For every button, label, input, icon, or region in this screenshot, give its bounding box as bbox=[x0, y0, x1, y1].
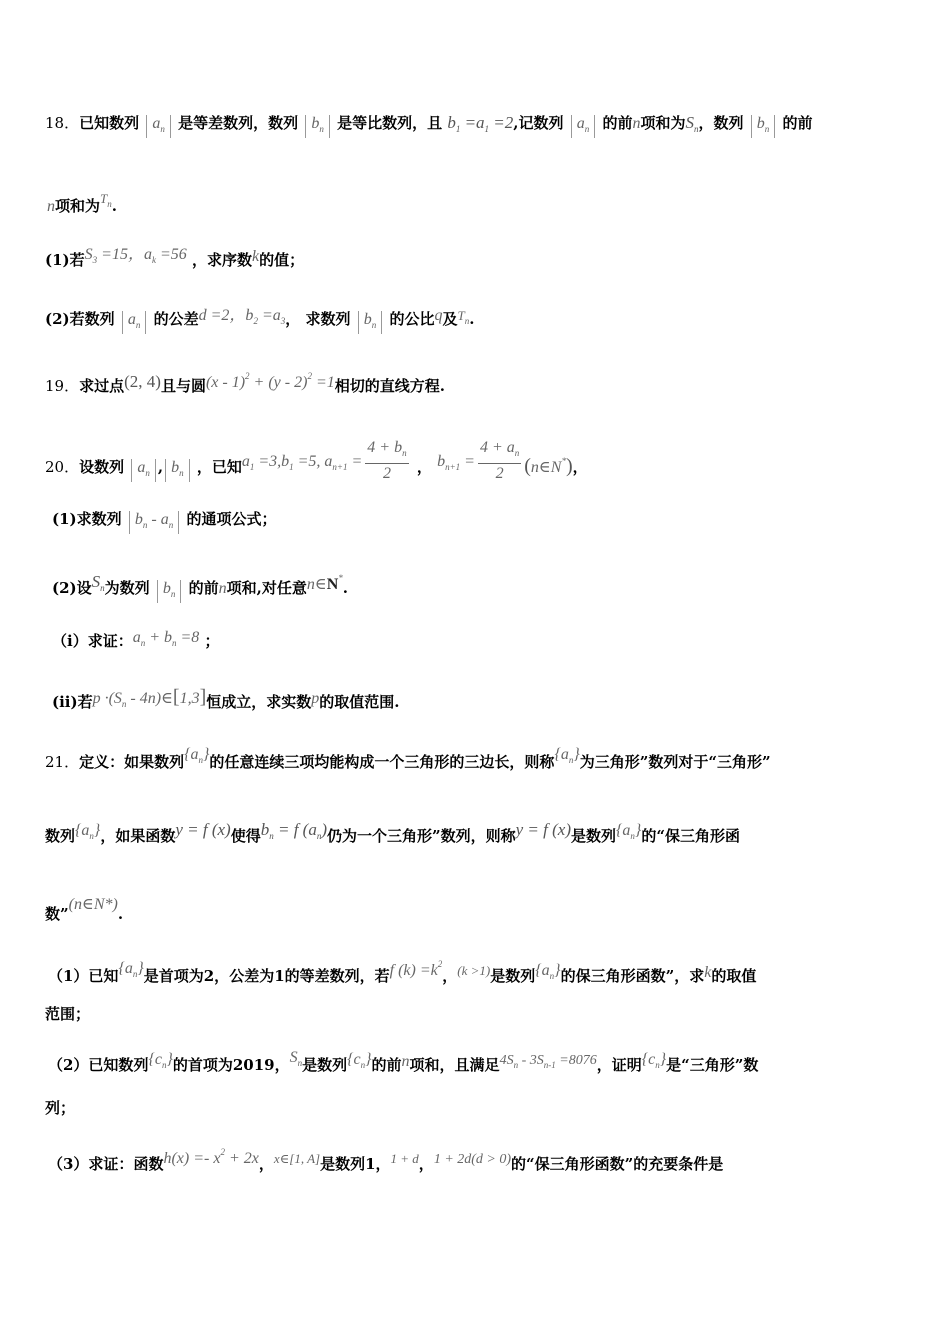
part-label: (2)设 bbox=[52, 579, 92, 597]
text: 为数列 bbox=[104, 579, 150, 597]
math-relation: $4S_n - 3S_{n-1} =8076$ bbox=[499, 1053, 597, 1070]
math-seq-b: $b_n$ bbox=[358, 311, 383, 334]
text: 为三角形”数列对于“三角形” bbox=[579, 753, 771, 771]
math-seq-b: $b_n$ bbox=[751, 115, 776, 138]
math-1-plus-2d: 1 + 2d(d > 0) bbox=[433, 1152, 512, 1167]
math-p: p bbox=[311, 690, 320, 707]
math-bn-an: $b_n - a_n$ bbox=[129, 511, 179, 534]
text: 且与圆 bbox=[160, 377, 206, 395]
text: 的前 bbox=[782, 114, 813, 132]
q20-part-ii bbox=[52, 687, 950, 714]
text: ,记数列 bbox=[513, 114, 564, 132]
text: 数列 bbox=[45, 827, 76, 845]
text: ，已知 bbox=[196, 458, 242, 476]
text: 的“保三角形函数”的充要条件是 bbox=[511, 1155, 724, 1173]
math-seq-a: $a_n$ bbox=[122, 311, 147, 334]
text: 定义：如果数列 bbox=[79, 753, 185, 771]
math-seq-a: $\{a_n\}$ bbox=[535, 962, 561, 981]
math-hx: $h(x) =- x^2 + 2x$ bbox=[163, 1147, 259, 1167]
math-seq-b: $b_n$ bbox=[305, 115, 330, 138]
math-seq-a: $\{a_n\}$ bbox=[616, 822, 642, 841]
text: 及 bbox=[442, 310, 458, 328]
text: , bbox=[157, 458, 164, 476]
math-y-fx: y = f (x) bbox=[175, 820, 231, 839]
text: 项和为 bbox=[640, 114, 686, 132]
text: ， 求数列 bbox=[285, 310, 351, 328]
q19 bbox=[45, 366, 950, 396]
text: 的取值 bbox=[711, 967, 757, 985]
q21-part2 bbox=[48, 1048, 950, 1075]
q21-part3 bbox=[48, 1142, 950, 1174]
math-Tn: $T_n$ bbox=[457, 308, 470, 326]
math-seq-c: $\{c_n\}$ bbox=[641, 1051, 667, 1070]
text: ， bbox=[418, 1155, 434, 1173]
text: 是数列1， bbox=[320, 1155, 391, 1173]
math-k-gt-1: (k >1) bbox=[457, 963, 491, 978]
math-frac-an: $\frac{4 + a_n}{2}$ bbox=[479, 439, 520, 482]
q20 bbox=[45, 438, 950, 484]
math-domain-x: x∈[1, A] bbox=[273, 1151, 321, 1166]
part-label: （3）求证：函数 bbox=[48, 1155, 164, 1173]
text: 的任意连续三项均能构成一个三角形的三边长，则称 bbox=[209, 753, 555, 771]
text: 是等差数列，数列 bbox=[178, 114, 299, 132]
math-n-in-N: n∈N* bbox=[306, 573, 343, 593]
math-n-in-N: (n∈N*) bbox=[68, 896, 118, 913]
q20-part-i bbox=[52, 628, 950, 653]
math-domain: ) bbox=[565, 455, 573, 477]
text: 项和，且满足 bbox=[409, 1056, 500, 1074]
text: ，如果函数 bbox=[100, 827, 176, 845]
math-seq-b: $b_n$ bbox=[165, 459, 190, 482]
part-label: (2)若数列 bbox=[45, 310, 115, 328]
text: 项和为 bbox=[55, 197, 101, 215]
math-1-plus-d: 1 + d bbox=[390, 1151, 419, 1166]
text: 的通项公式； bbox=[186, 510, 277, 528]
math-bn1: $b_{n+1}$ = bbox=[437, 453, 475, 472]
q20-part2 bbox=[52, 568, 950, 603]
q18-part2 bbox=[45, 306, 950, 334]
text: 的前 bbox=[371, 1056, 402, 1074]
question-number: 18． bbox=[45, 114, 80, 132]
text: 是“三角形”数 bbox=[666, 1056, 759, 1074]
math-S3-ak: $S_3 =15$，$a_k =56$ bbox=[84, 246, 187, 265]
text: . bbox=[111, 197, 117, 215]
part-label: （2）已知数列 bbox=[48, 1056, 149, 1074]
text: 的保三角形函数”，求 bbox=[560, 967, 705, 985]
math-seq-a: $a_n$ bbox=[131, 459, 156, 482]
question-number: 20． bbox=[45, 458, 80, 476]
math-seq-c: $\{c_n\}$ bbox=[148, 1051, 173, 1070]
part-label: (1)求数列 bbox=[52, 510, 122, 528]
q18-part1 bbox=[45, 245, 950, 270]
part-label: （1）已知 bbox=[48, 967, 119, 985]
math-n: n bbox=[632, 115, 641, 132]
math-domain: ( bbox=[524, 455, 531, 477]
math-y-fx: y = f (x) bbox=[515, 820, 571, 839]
question-number: 21． bbox=[45, 753, 80, 771]
question-number: 19． bbox=[45, 377, 80, 395]
text: 的“保三角形函 bbox=[641, 827, 740, 845]
q21-part1 bbox=[48, 954, 950, 986]
text: ； bbox=[204, 632, 220, 650]
math-circle: (x - 1)$^2$ + (y - 2)$^2$ =1 bbox=[205, 371, 335, 391]
part-label: (1)若 bbox=[45, 251, 85, 269]
text: ， bbox=[416, 458, 432, 476]
math-seq-a: $\{a_n\}$ bbox=[184, 746, 210, 765]
math-seq-a: $a_n$ bbox=[146, 115, 171, 138]
q21-part2-cont bbox=[45, 1098, 950, 1118]
text: ， bbox=[258, 1155, 274, 1173]
math-bn-fan: $b_n = f$ $(a_n)$ bbox=[260, 820, 327, 841]
text: 求过点 bbox=[79, 377, 125, 395]
math-b1-a1: $b_1 =a_1 =2$ bbox=[447, 113, 514, 134]
text: . bbox=[117, 905, 124, 923]
math-n: n bbox=[401, 1053, 410, 1070]
math-point: (2, 4) bbox=[124, 372, 161, 391]
text: ，证明 bbox=[596, 1056, 642, 1074]
math-seq-b: $b_n$ bbox=[157, 580, 182, 603]
text: 的前 bbox=[602, 114, 633, 132]
text: 是数列 bbox=[571, 827, 617, 845]
text: 列； bbox=[45, 1099, 76, 1117]
math-initial: $a_1 =3,b_1 =5$, $a_{n+1}$ = bbox=[241, 453, 363, 472]
math-seq-c: $\{c_n\}$ bbox=[347, 1051, 372, 1070]
text: 是首项为2，公差为1的等差数列，若 bbox=[143, 967, 390, 985]
q18-line1 bbox=[45, 113, 950, 139]
text: 仍为一个三角形”数列，则称 bbox=[327, 827, 516, 845]
text: 的前 bbox=[188, 579, 219, 597]
text: 的公比 bbox=[389, 310, 435, 328]
q20-part1 bbox=[52, 509, 950, 534]
math-k: k bbox=[704, 964, 712, 981]
math-Sn: $S_n$ bbox=[91, 572, 105, 593]
math-Sn: $S_n$ bbox=[289, 1049, 303, 1068]
text: 相切的直线方程. bbox=[334, 377, 445, 395]
text: 是数列 bbox=[302, 1056, 348, 1074]
text: 使得 bbox=[230, 827, 261, 845]
text: 是数列 bbox=[490, 967, 536, 985]
text: . bbox=[469, 310, 475, 328]
text: ， bbox=[572, 458, 588, 476]
math-fk: f $(k) =k^2$ bbox=[389, 959, 443, 979]
text: 是等比数列，且 bbox=[337, 114, 443, 132]
math-domain: n∈N* bbox=[530, 456, 566, 476]
math-seq-a: $\{a_n\}$ bbox=[75, 822, 101, 841]
text: 项和,对任意 bbox=[226, 579, 307, 597]
math-seq-a: $\{a_n\}$ bbox=[118, 960, 144, 979]
q21-line3 bbox=[45, 895, 950, 924]
text: . bbox=[342, 579, 349, 597]
part-label: (ii)若 bbox=[52, 693, 93, 711]
math-n: n bbox=[218, 580, 227, 597]
math-seq-a: $a_n$ bbox=[571, 115, 596, 138]
math-frac-bn: $\frac{4 + b_n}{2}$ bbox=[367, 439, 407, 482]
math-k: k bbox=[252, 248, 260, 265]
part-label: （i）求证： bbox=[52, 632, 133, 650]
q21-line2 bbox=[45, 820, 950, 846]
math-Tn: $T_n$ bbox=[100, 191, 112, 209]
text: 的值； bbox=[259, 251, 305, 269]
math-Sn: $S_n$ bbox=[685, 113, 699, 134]
math-inequality: $p \cdot(S_n$ - 4n)∈[1,3] bbox=[92, 686, 207, 709]
text: 已知数列 bbox=[79, 114, 140, 132]
text: 的公差 bbox=[153, 310, 199, 328]
math-an-bn-8: $a_n + b_n =8$ bbox=[132, 629, 200, 648]
q21-line1 bbox=[45, 745, 950, 772]
text: 恒成立，求实数 bbox=[206, 693, 312, 711]
math-n: n bbox=[47, 198, 55, 215]
math-d-b2: d =2，$b_2 =a_3$ bbox=[198, 307, 286, 326]
math-seq-a: $\{a_n\}$ bbox=[554, 746, 580, 765]
text: 的首项为2019， bbox=[172, 1056, 290, 1074]
math-q: q bbox=[434, 307, 443, 324]
text: ，数列 bbox=[698, 114, 744, 132]
q21-part1-cont bbox=[45, 1004, 950, 1024]
text: ， bbox=[442, 967, 458, 985]
text: ，求序数 bbox=[191, 251, 252, 269]
q18-line2 bbox=[47, 189, 950, 217]
text: 范围； bbox=[45, 1005, 91, 1023]
text: 的取值范围. bbox=[319, 693, 400, 711]
text: 数” bbox=[45, 905, 69, 923]
text: 设数列 bbox=[79, 458, 125, 476]
